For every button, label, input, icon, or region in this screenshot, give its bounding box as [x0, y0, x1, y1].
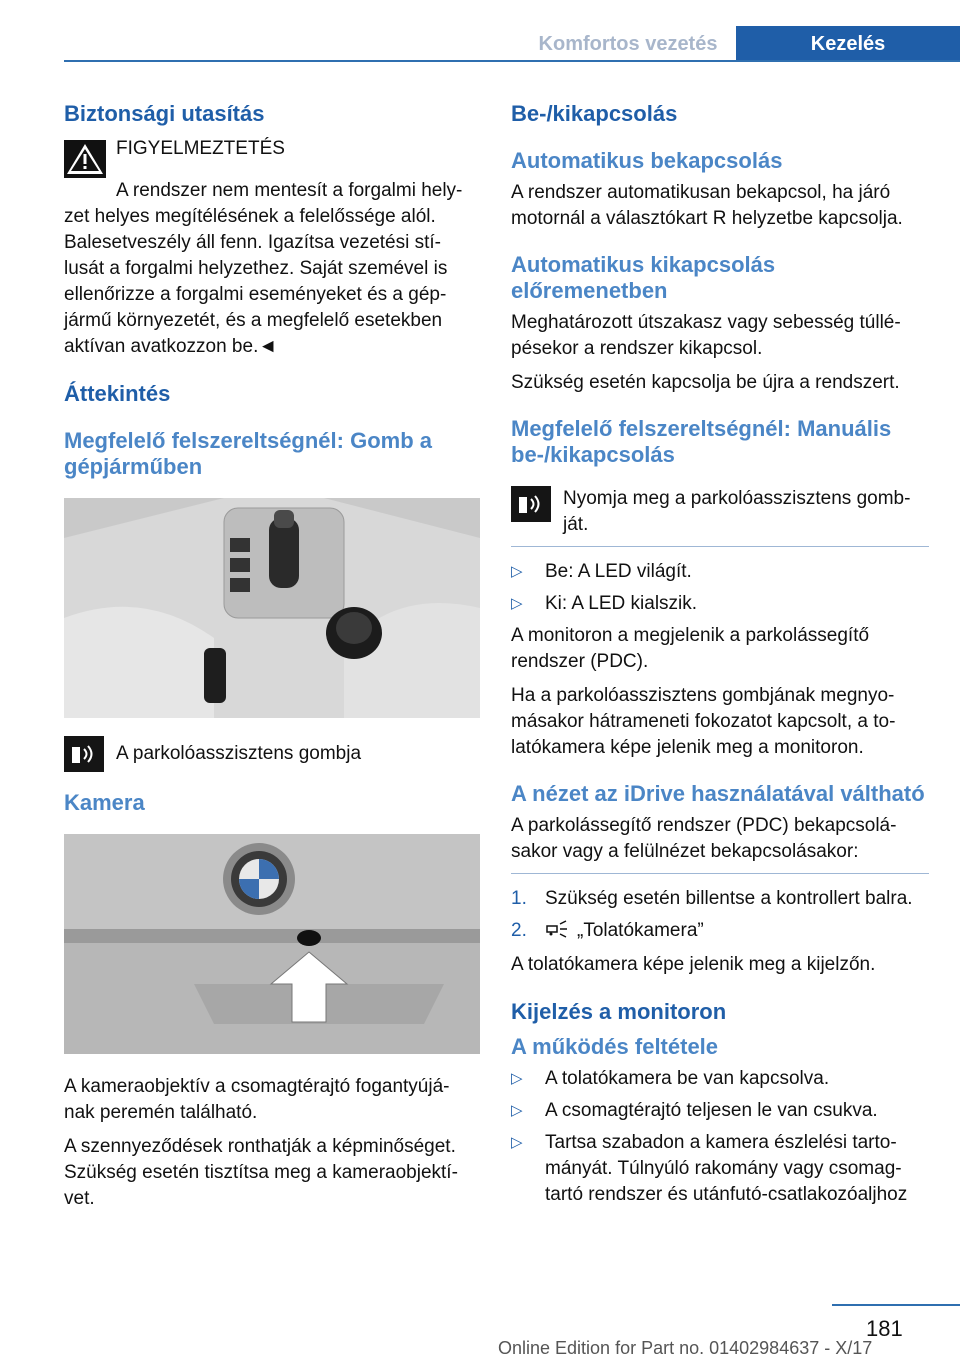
- step-item: 1. Szükség esetén billentse a kontrollert balra.: [511, 888, 913, 909]
- display-title: Kijelzés a monitoron: [511, 999, 727, 1024]
- list-item: ▷ A tolatókamera be van kapcsolva.: [511, 1066, 929, 1092]
- overview-title: Áttekintés: [64, 381, 171, 406]
- header-chapter-tab: Kezelés: [736, 26, 960, 62]
- warning-label: FIGYELMEZTETÉS: [116, 138, 285, 159]
- list-item: ▷ Tartsa szabadon a kamera észlelési tarto-mányát. Túlnyúló rakomány vagy csomag-tartó rendszer és utánfutó-csatlakozóaljhoz: [511, 1130, 929, 1208]
- warning-block: [64, 136, 480, 178]
- idrive-text: A parkolássegítő rendszer (PDC) bekapcsolá-sakor vagy a felülnézet bekapcsolásakor:: [511, 815, 897, 862]
- list-item: ▷ Ki: A LED kialszik.: [511, 591, 929, 617]
- step-item: 2. „Tolatókamera”: [511, 918, 929, 946]
- park-assist-button-icon: [511, 486, 551, 522]
- triangle-bullet-icon: ▷: [511, 1070, 523, 1087]
- triangle-bullet-icon: ▷: [511, 563, 523, 580]
- monitor-paragraph-2: Ha a parkolóasszisztens gombjának megnyo-másakor hátrameneti fokozatot kapcsolt, a to-latókamera képe jelenik meg a monitoron.: [511, 685, 896, 758]
- warning-triangle-icon: [64, 140, 106, 178]
- header-rule: [64, 60, 960, 62]
- button-caption: A parkolóasszisztens gombja: [116, 743, 362, 764]
- onoff-title: Be-/kikapcsolás: [511, 101, 678, 126]
- center-console-photo: [64, 498, 480, 718]
- manual-text: Nyomja meg a parkolóasszisztens gomb-ját.: [563, 488, 911, 535]
- safety-title: Biztonsági utasítás: [64, 101, 265, 126]
- left-column: [64, 100, 480, 1220]
- triangle-bullet-icon: ▷: [511, 1134, 523, 1151]
- button-caption-row: [64, 736, 480, 772]
- page-number: 181: [866, 1316, 903, 1341]
- separator: [511, 546, 929, 547]
- list-item: ▷ Be: A LED világít.: [511, 559, 929, 585]
- auto-off-text-2: Szükség esetén kapcsolja be újra a rendszert.: [511, 372, 900, 393]
- auto-on-title: Automatikus bekapcsolás: [511, 148, 783, 173]
- monitor-paragraph-1: A monitoron a megjelenik a parkolássegítő rendszer (PDC).: [511, 625, 870, 672]
- triangle-bullet-icon: ▷: [511, 595, 523, 612]
- idrive-title: A nézet az iDrive használatával váltható: [511, 781, 925, 806]
- separator: [511, 873, 929, 874]
- camera-title: Kamera: [64, 790, 145, 815]
- manual-title: Megfelelő felszereltségnél: Manuális be-/kikapcsolás: [511, 416, 892, 467]
- rear-camera-icon: [545, 918, 569, 946]
- header-section-tab: Komfortos vezetés: [538, 32, 718, 55]
- footer-rule: [832, 1304, 960, 1306]
- camera-paragraph-1: A kameraobjektív a csomagtérajtó fogantyújá-nak peremén található.: [64, 1076, 450, 1123]
- camera-paragraph-2: A szennyeződések ronthatják a képminőséget. Szükség esetén tisztítsa meg a kameraobjektí-vet.: [64, 1136, 458, 1209]
- steps-result: A tolatókamera képe jelenik meg a kijelzőn.: [511, 954, 876, 975]
- triangle-bullet-icon: ▷: [511, 1102, 523, 1119]
- edition-note: Online Edition for Part no. 01402984637 - X/17: [498, 1338, 873, 1358]
- warning-text: A rendszer nem mentesít a forgalmi hely-zet helyes megítélésének a felelőssége alól. Balesetveszély áll fenn. Igazítsa vezetési stí-lusát a forgalmi helyzethez. Saját szemével is ellenőrizze a forgalmi eseményeket és a gép-jármű környezetét, és a megfelelő esetekben aktívan avatkozzon be.◄: [64, 180, 463, 357]
- right-column: [511, 100, 929, 1214]
- button-section-title: Megfelelő felszereltségnél: Gomb a gépjárműben: [64, 428, 432, 479]
- camera-photo: [64, 834, 480, 1054]
- auto-off-text-1: Meghatározott útszakasz vagy sebesség túllé-pésekor a rendszer kikapcsol.: [511, 312, 901, 359]
- park-assist-button-icon: [64, 736, 104, 772]
- manual-instruction: [511, 486, 929, 538]
- auto-on-text: A rendszer automatikusan bekapcsol, ha járó motornál a választókart R helyzetbe kapcsolja.: [511, 182, 903, 229]
- list-item: ▷ A csomagtérajtó teljesen le van csukva.: [511, 1098, 929, 1124]
- condition-title: A működés feltétele: [511, 1034, 719, 1059]
- auto-off-title: Automatikus kikapcsolás előremenetben: [511, 252, 776, 303]
